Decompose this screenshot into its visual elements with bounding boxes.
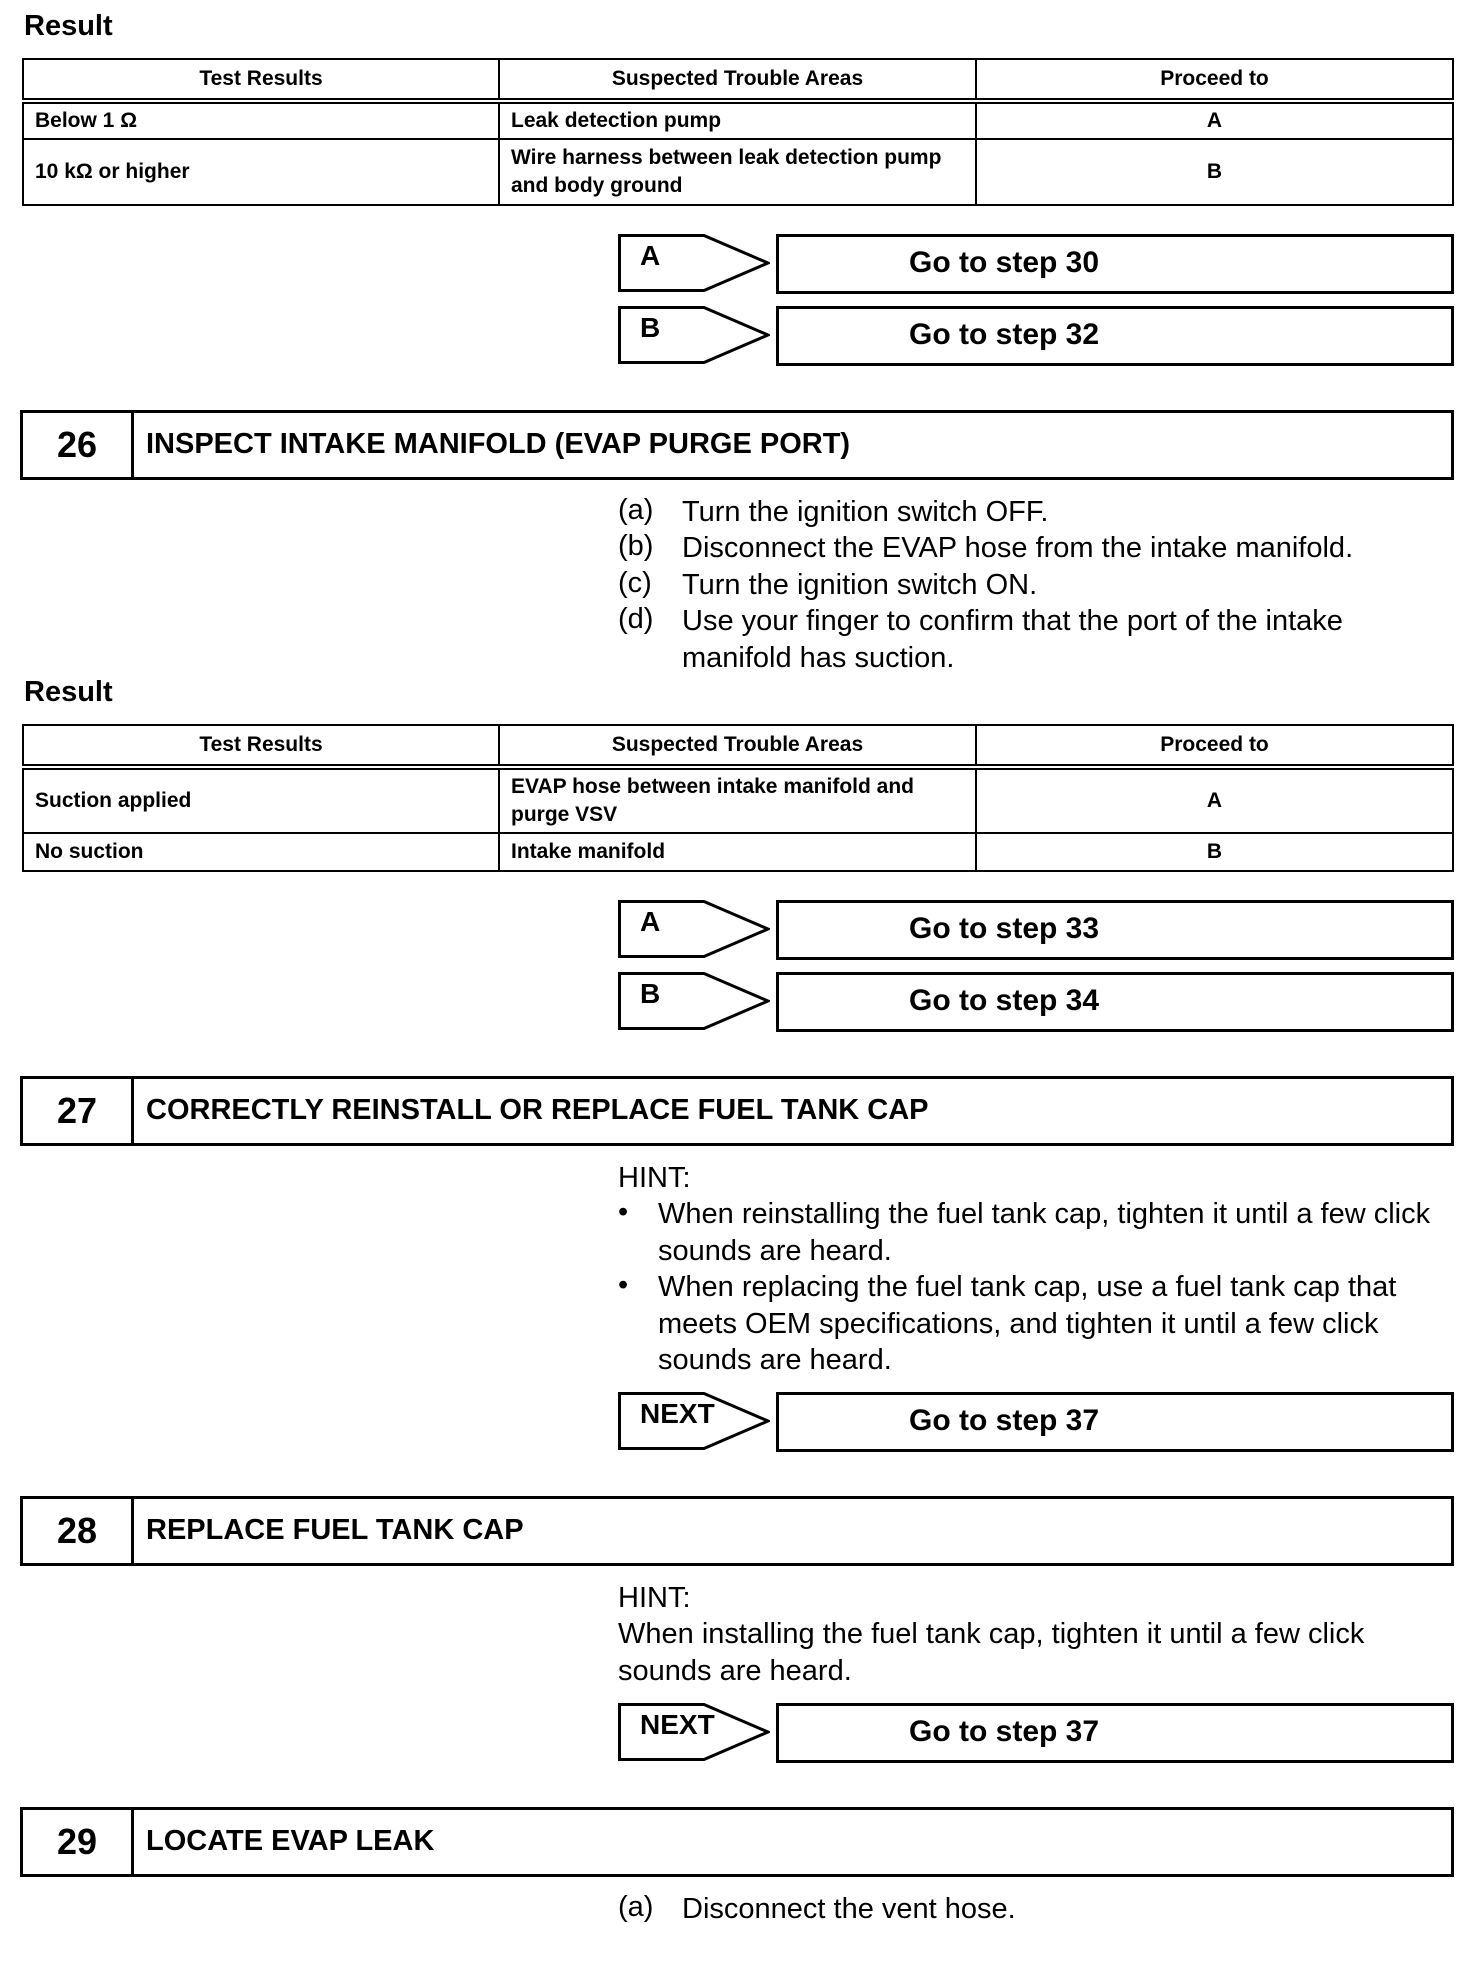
table-cell: 10 kΩ or higher — [23, 139, 499, 205]
hint-text: When installing the fuel tank cap, tighten it until a few click sounds are heard. — [618, 1618, 1365, 1687]
table-cell: Suction applied — [23, 767, 499, 833]
table-header: Test Results — [23, 59, 499, 101]
item-text: Disconnect the EVAP hose from the intake manifold. — [682, 532, 1354, 564]
table-cell: Below 1 Ω — [23, 101, 499, 139]
item-marker: (b) — [618, 530, 654, 562]
table-header: Test Results — [23, 725, 499, 767]
table-header: Suspected Trouble Areas — [499, 59, 976, 101]
item-text: Use your finger to confirm that the port of the intake manifold has suction. — [682, 605, 1343, 674]
go-to-step-text: Go to step 30 — [909, 246, 1100, 279]
go-to-step-text: Go to step 33 — [909, 912, 1100, 945]
step-26-header — [20, 410, 1454, 480]
table-cell: B — [976, 139, 1453, 205]
table-row — [23, 833, 1453, 871]
item-marker: (a) — [618, 494, 654, 526]
step-28-header — [20, 1496, 1454, 1566]
step-title: REPLACE FUEL TANK CAP — [146, 1514, 524, 1546]
next-arrow[interactable] — [618, 1392, 770, 1450]
item-text: Disconnect the vent hose. — [682, 1893, 1016, 1925]
result-heading-2: Result — [24, 676, 113, 708]
arrow-label: NEXT — [640, 1398, 715, 1429]
go-to-step-text: Go to step 32 — [909, 318, 1100, 351]
table-header: Suspected Trouble Areas — [499, 725, 976, 767]
table-row — [23, 139, 1453, 205]
result-heading-1: Result — [24, 10, 113, 42]
bullet-marker: • — [618, 1196, 629, 1228]
table-cell: A — [976, 101, 1453, 139]
table-header: Proceed to — [976, 59, 1453, 101]
step-number: 27 — [23, 1079, 134, 1143]
table-header: Proceed to — [976, 725, 1453, 767]
next-arrow[interactable] — [618, 1703, 770, 1761]
go-to-step-text: Go to step 37 — [909, 1715, 1100, 1748]
item-marker: (a) — [618, 1891, 654, 1923]
table-cell: No suction — [23, 833, 499, 871]
table-cell: A — [976, 767, 1453, 833]
step-title: LOCATE EVAP LEAK — [146, 1825, 435, 1857]
table-row — [23, 101, 1453, 139]
go-to-step-37-box[interactable] — [776, 1392, 1454, 1452]
arrow-label: A — [640, 906, 661, 937]
table-cell: B — [976, 833, 1453, 871]
bullet-marker: • — [618, 1269, 629, 1301]
bullet-text: When reinstalling the fuel tank cap, tighten it until a few click sounds are heard. — [658, 1198, 1431, 1267]
item-text: Turn the ignition switch OFF. — [682, 496, 1049, 528]
step-number: 26 — [23, 413, 134, 477]
proceed-a-arrow[interactable] — [618, 900, 770, 958]
step-number: 29 — [23, 1810, 134, 1874]
proceed-b-arrow[interactable] — [618, 306, 770, 364]
arrow-label: B — [640, 312, 661, 343]
table-row — [23, 767, 1453, 833]
table-cell: EVAP hose between intake manifold and purge VSV — [499, 767, 976, 833]
go-to-step-33-box[interactable] — [776, 900, 1454, 960]
step-title: CORRECTLY REINSTALL OR REPLACE FUEL TANK CAP — [146, 1094, 929, 1126]
item-text: Turn the ignition switch ON. — [682, 569, 1038, 601]
step-27-header — [20, 1076, 1454, 1146]
bullet-text: When replacing the fuel tank cap, use a fuel tank cap that meets OEM specifications, and tighten it until a few click sounds are heard. — [658, 1271, 1397, 1376]
table-cell: Intake manifold — [499, 833, 976, 871]
step-number: 28 — [23, 1499, 134, 1563]
step-29-header — [20, 1807, 1454, 1877]
go-to-step-34-box[interactable] — [776, 972, 1454, 1032]
hint-label: HINT: — [618, 1582, 691, 1614]
go-to-step-30-box[interactable] — [776, 234, 1454, 294]
arrow-label: B — [640, 978, 661, 1009]
go-to-step-text: Go to step 37 — [909, 1404, 1100, 1437]
hint-label: HINT: — [618, 1162, 691, 1194]
arrow-label: NEXT — [640, 1709, 715, 1740]
arrow-label: A — [640, 240, 661, 271]
table-cell: Wire harness between leak detection pump and body ground — [499, 139, 976, 205]
item-marker: (d) — [618, 603, 654, 635]
result-table-2 — [22, 724, 1454, 872]
go-to-step-text: Go to step 34 — [909, 984, 1100, 1017]
proceed-a-arrow[interactable] — [618, 234, 770, 292]
step-title: INSPECT INTAKE MANIFOLD (EVAP PURGE PORT) — [146, 428, 851, 460]
proceed-b-arrow[interactable] — [618, 972, 770, 1030]
table-cell: Leak detection pump — [499, 101, 976, 139]
go-to-step-37-box[interactable] — [776, 1703, 1454, 1763]
result-table-1 — [22, 58, 1454, 206]
go-to-step-32-box[interactable] — [776, 306, 1454, 366]
item-marker: (c) — [618, 567, 652, 599]
